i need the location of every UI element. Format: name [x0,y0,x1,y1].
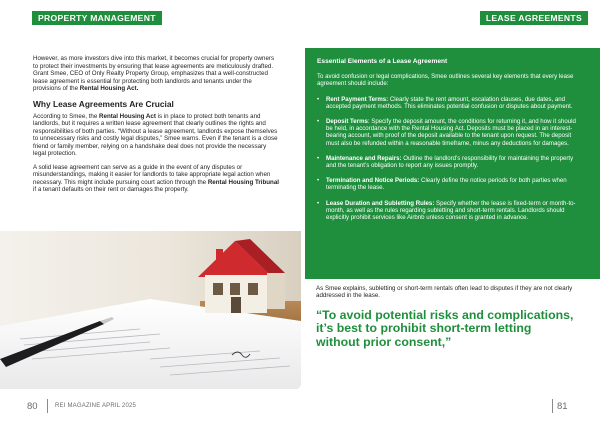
guide-paragraph [33,164,279,194]
section-tag-lease-agreements: LEASE AGREEMENTS [480,11,588,25]
bullet-icon: • [317,154,320,162]
pull-quote: “To avoid potential risks and complications, it’s best to prohibit short-term letting without prior consent,” [316,308,574,349]
elements-list [317,96,584,222]
house-lease-photo [0,231,301,389]
section-heading: Why Lease Agreements Are Crucial [33,98,174,109]
bullet-icon: • [317,118,320,126]
page-number-left: 80 [27,401,38,412]
page-number-right: 81 [557,401,568,412]
magazine-name: REI MAGAZINE APRIL 2025 [55,403,137,409]
item-label: Rent Payment Terms: [326,95,389,103]
guide-text-a: A solid lease agreement can serve as a guide in the event of any disputes or misunderstandings, making it easier for landlords to take appropriate legal action when necessary. This might include pursuing court action through the [33,163,271,186]
item-label: Maintenance and Repairs: [326,154,402,162]
subletting-paragraph: As Smee explains, subletting or short-term rentals often lead to disputes if they are not clearly addressed in the lease. [316,285,573,300]
footer-divider-left [47,399,48,413]
box-intro: To avoid confusion or legal complications, Smee outlines several key elements that every lease agreement should include: [317,73,574,88]
intro-bold: Rental Housing Act. [79,85,139,92]
list-item [317,177,584,191]
act-paragraph [33,113,279,158]
act-text-b: is in place to protect both tenants and landlords, but it requires a written lease agreement that clearly outlines the rights and responsibilities of both parties. “Without a lease agreement, landlords expose themselves to unnecessary risks and costly legal disputes,” Smee warns. Even if the tenant is a close friend or family member, relying on a handshake deal does not provide the necessary legal protection. [33,112,278,157]
item-label: Deposit Terms [326,118,368,126]
act-text-a: According to Smee, the [33,112,100,120]
list-item [317,96,584,110]
list-item [317,200,584,222]
item-text: Clearly state the rent amount, escalation clauses, due dates, and accepted payment methods. This eliminates potential confusion or disputes about payment. [326,95,573,110]
item-text: : Specify the deposit amount, the conditions for returning it, and how it should be held, in accordance with the Rental Housing Act. Deposits must be placed in an interest-bearing account, with proof of the deposit available to the tenant upon request. The deposit must also be refunded within a reasonable timeframe, minus any deductions for damages. [326,118,576,147]
footer-divider-right [552,399,553,413]
item-text: Clearly define the notice periods for both parties when terminating the lease. [326,177,567,192]
list-item [317,155,584,169]
bullet-icon: • [317,199,320,207]
guide-text-b: if a tenant defaults on their rent or damages the property. [33,186,189,193]
item-text: Specify whether the lease is fixed-term or month-to-month, as well as the rules regarding subletting and short-term rentals. Landlords should explicitly prohibit services like Airbnb unless consent is granted in advance. [326,199,576,222]
guide-bold: Rental Housing Tribunal [207,178,280,186]
bullet-icon: • [317,95,320,103]
list-item [317,118,584,147]
box-title: Essential Elements of a Lease Agreement [317,58,448,65]
act-bold: Rental Housing Act [99,112,156,120]
essential-elements-box [305,48,600,279]
intro-paragraph [33,55,279,93]
item-label: Lease Duration and Subletting Rules: [326,199,435,207]
section-tag-property-management: PROPERTY MANAGEMENT [32,11,162,25]
item-text: Outline the landlord’s responsibility for maintaining the property and the tenant’s obligation to report any issues promptly. [326,154,574,170]
intro-text: However, as more investors dive into this market, it becomes crucial for property owners to protect their investments by ensuring that lease agreements are meticulously drafted. Grant Smee, CEO of Only Realty Property Group, emphasizes that a well-constructed lease agreement is essential for protecting both landlords and tenants under the provisions of the [33,55,275,92]
left-column [33,55,279,200]
bullet-icon: • [317,177,320,185]
item-label: Termination and Notice Periods: [326,177,420,185]
